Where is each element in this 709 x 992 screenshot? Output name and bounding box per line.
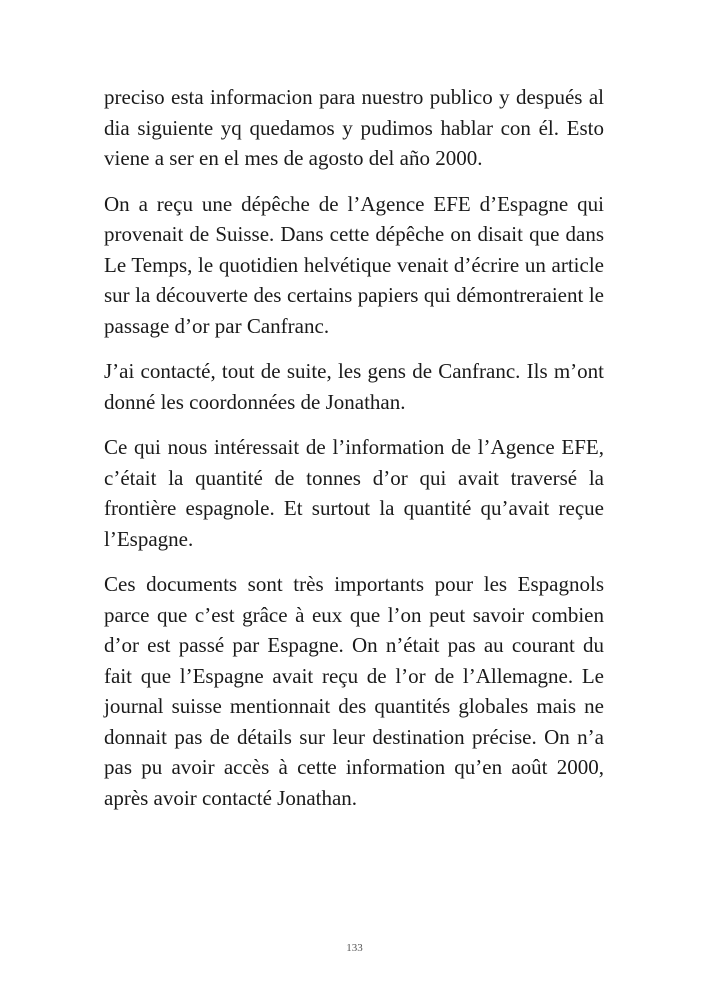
paragraph-3: J’ai contacté, tout de suite, les gens de Canfranc. Ils m’ont donné les coordonnées de Jonathan. xyxy=(104,359,604,414)
paragraph-5: Ces documents sont très importants pour les Espagnols parce que c’est grâce à eux que l’on peut savoir combien d’or est passé par Espagne. On n’était pas au courant du fait que l’Espagne avait reçu de l’or de l’Allemagne. Le journal suisse mentionnait des quantités globales mais ne donnait pas de détails sur leur destination précise. On n’a pas pu avoir accès à cette information qu’en août 2000, après avoir contacté Jonathan. xyxy=(104,572,604,810)
paragraph-1: preciso esta informacion para nuestro publico y después al dia siguiente yq quedamos y pudimos hablar con él. Esto viene a ser en el mes de agosto del año 2000. xyxy=(104,85,604,170)
page-number: 133 xyxy=(346,942,363,954)
paragraph-4: Ce qui nous intéressait de l’information de l’Agence EFE, c’était la quantité de tonnes d’or qui avait traversé la frontière espagnole. Et surtout la quantité qu’avait reçue l’Espagne. xyxy=(104,435,604,551)
page-body xyxy=(104,82,604,828)
paragraph-2: On a reçu une dépêche de l’Agence EFE d’Espagne qui provenait de Suisse. Dans cette dépêche on disait que dans Le Temps, le quotidien helvétique venait d’écrire un article sur la découverte des certains papiers qui démontreraient le passage d’or par Canfranc. xyxy=(104,191,604,338)
